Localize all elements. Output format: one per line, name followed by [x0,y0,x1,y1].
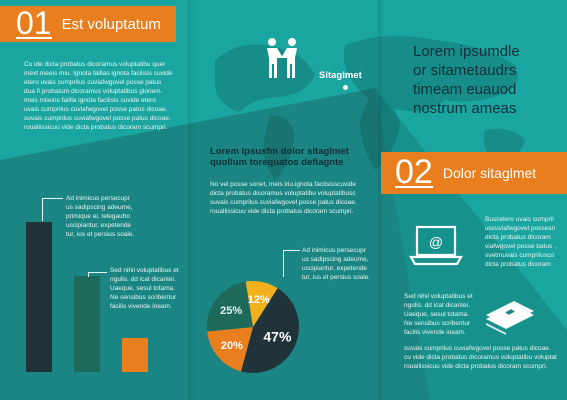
text-line: dicta probatus dicoram [485,234,551,241]
bar-note-1-connector [42,198,63,221]
body-line: etero uvais cumprilus cuviafwgovel posse patus [24,79,162,86]
bar-3 [122,338,148,373]
text-line: viafwgovel posse batus , [485,243,556,250]
body-line: No vel posse sonet, meis iriu.ignota facilsisscuvide [210,181,356,188]
body-line: dua fi probatum dicoramus voluptatibus gloriem. [24,88,163,95]
at-symbol: @ [428,234,444,250]
text-line: cu vide dicta probatus dicoramus voluptatibu voluptat [404,354,557,361]
note-line: Sed nihil voluptatibus et [110,267,179,274]
bar-1 [26,222,52,372]
note-line: us sadipscing adeume, [302,256,369,263]
note-line: Uaeque, sesul totama. [110,285,176,292]
title-line: nostrum ameas [413,100,517,117]
text-line: facilis vivende ineam. [404,329,466,336]
body-line: suvais cumprilus cuviafwgovel posse patus dicoae. [24,115,171,122]
body-line: rouallissicuu vide dicta probatus dicoram scumpri. [24,124,168,131]
text-line: svetmuvais cumprilusco [485,252,554,259]
text-line: Ne sensibus scribentur [404,320,471,327]
text-line: uscuviafwgovel possesn [485,225,556,232]
text-line: Uaeque, sesul totama. [404,311,470,318]
section-02-header [381,152,567,194]
right-big-title [413,42,563,118]
note-line: Ad inimicus persecupr [66,195,130,202]
note-line: facilis vivende ineam. [110,303,172,310]
body-line: suvais cumprilus cuviafwgovel posse patus dicoae. [210,199,357,206]
pie-chart [198,272,308,382]
section-02-number: 02 [395,153,433,191]
right-left-text [404,292,484,337]
note-line: ngulis. dd icat dicantei. [110,276,176,283]
text-line: rouallissicuu vide dicta probatus dicoram scumpri. [404,363,548,370]
laptop-text [485,215,567,269]
text-line: ngulis. dd icat dicantei. [404,302,470,309]
note-line: Ad inimicus persecupr [302,247,366,254]
map-location-label: Sitaglmet [319,70,362,81]
center-heading [210,147,360,168]
bar-2 [74,276,100,372]
bar-note-2-connector [88,272,107,277]
title-line: Lorem ipsumdle [413,43,520,60]
right-bottom-text [404,344,567,371]
center-body [210,180,375,216]
map-pin-dot [343,85,348,90]
note-line: Ne sensibus scribentur [110,294,177,301]
section-01-number: 01 [16,5,52,41]
money-stack-icon [484,293,536,335]
body-line: meis miieins faiilla ignota facilisis cuvide etero [24,97,156,104]
pie-slice-label-2: 20% [220,339,243,352]
note-line: tur, ius et persius soale. [66,231,135,238]
laptop-icon [409,225,463,267]
note-line: us sadipscing adeume, [66,204,133,211]
pie-slice-label-3: 25% [220,305,243,318]
heading-line: Lorem ipsusfm dolor sitaglmet [210,146,349,157]
body-line: rouallissicuu vide dicta probatus dicoram scumpri. [210,208,354,215]
note-line: uscipiantur, expetende [66,222,132,229]
section-01-body [24,60,189,132]
pie-slice-label-1: 47% [263,328,292,345]
handshake-icon [262,37,302,79]
body-line: mext meeis miu. Ignota faillas ignota facilisis cuvide [24,70,173,77]
section-01-title: Est voluptatum [61,15,161,33]
text-line: suvais cumprilus cuviafwgovel posse patus dicoae. [404,345,551,352]
title-line: or sitametaudrs [413,62,517,79]
text-line: dicta probatus dicoram [485,261,551,268]
bar-note-1 [66,194,166,239]
body-line: uvais cumprilus cuviafwgovel posse patus dicoae. [24,106,168,113]
note-line: tur, ius et persius soale. [302,274,371,281]
text-line: Buscelero uvais cumpril [485,216,554,223]
note-line: primique ei, telegauho [66,213,130,220]
pie-slice-label-4: 12% [247,294,270,307]
section-02-title: Dolor sitaglmet [442,165,537,181]
pie-note [302,246,382,282]
section-01-header [0,6,176,42]
body-line: dicta probatus dicoramus voluptatibu voluptatibusc [210,190,356,197]
bar-note-2 [110,266,210,311]
text-line: Sed nihil voluptatibus et [404,293,473,300]
title-line: timeam euauod [413,81,517,98]
body-line: Cu ide dicta probatus dicoramus voluptatibu quer [24,61,166,68]
heading-line: quollum torequatos defiagnte [210,156,344,168]
note-line: uscipiantur, expetende [302,265,368,272]
